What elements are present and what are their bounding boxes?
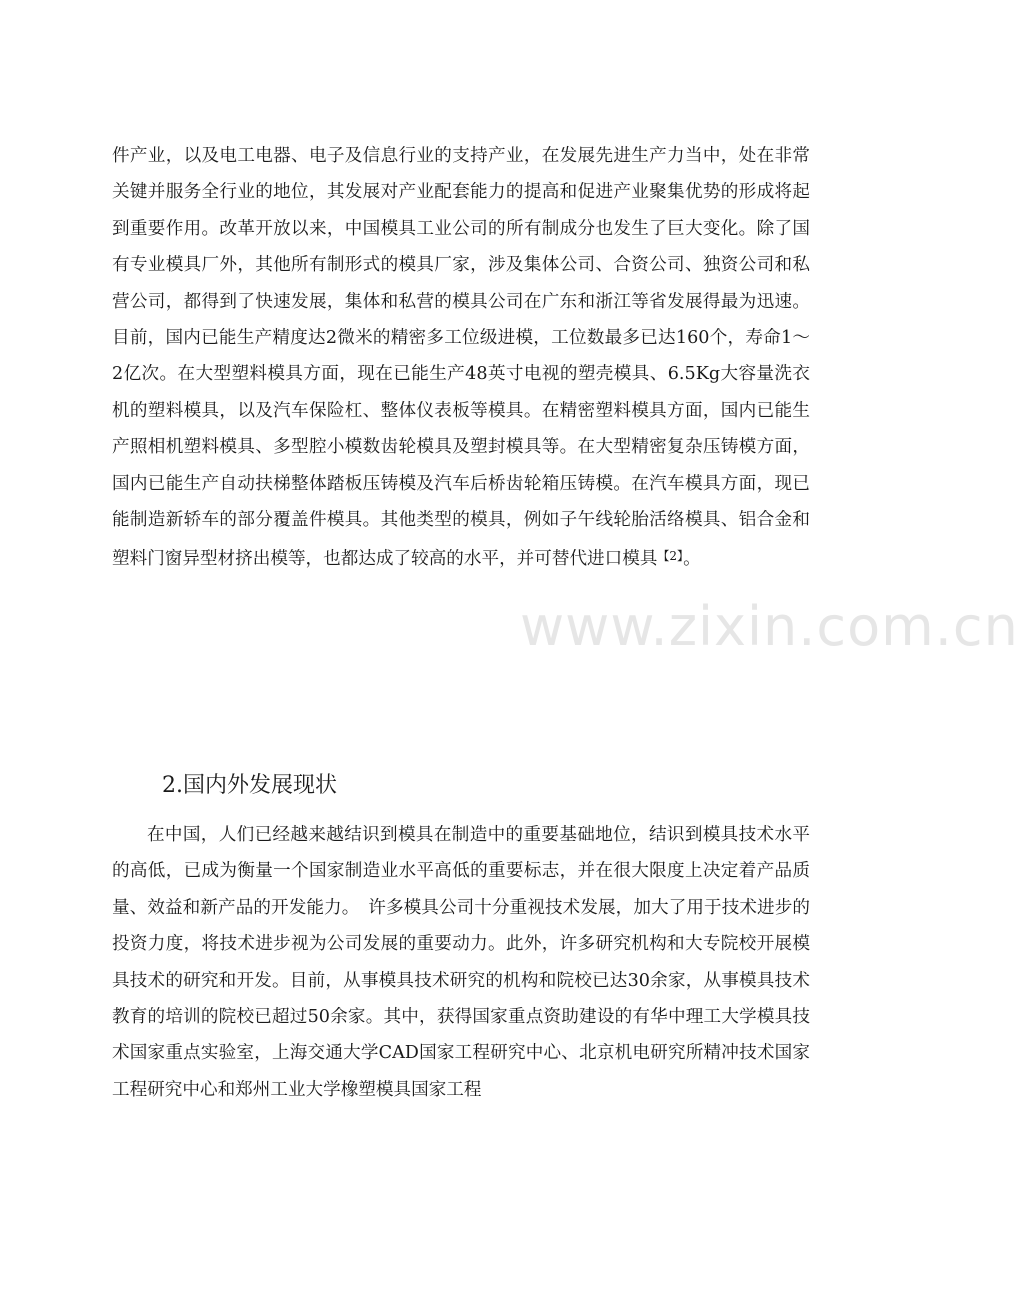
paragraph-text: 在中国，人们已经越来越结识到模具在制造中的重要基础地位，结识到模具技术水平的高低，已成为衡量一个国家制造业水平高低的重要标志，并在很大限度上决定着产品质量、效益和新产品的开发能力。 许多模具公司十分重视技术发展，加大了用于技术进步的投资力度，将技术进步视为公司发展的重要动力。此外，许多研究机构和大专院校开展模具技术的研究和开发。目前，从事模具技术研究的机构和院校已达30余家，从事模具技术教育的培训的院校已超过50余家。其中，获得国家重点资助建设的有华中理工大学模具技术国家重点实验室，上海交通大学CAD国家工程研究中心、北京机电研究所精冲技术国家工程研究中心和郑州工业大学橡塑模具国家工程 [112,825,810,1100]
body-paragraph-1 [112,138,810,578]
section-heading: 2.国内外发展现状 [162,773,337,798]
citation-marker: 【2】 [657,549,684,564]
paragraph-end: 。 [683,549,701,570]
body-paragraph-2 [112,817,810,1108]
watermark: www.zixin.com.cn [520,595,1019,658]
paragraph-text: 件产业，以及电工电器、电子及信息行业的支持产业，在发展先进生产力当中，处在非常关键并服务全行业的地位，其发展对产业配套能力的提高和促进产业聚集优势的形成将起到重要作用。改革开放以来，中国模具工业公司的所有制成分也发生了巨大变化。除了国有专业模具厂外，其他所有制形式的模具厂家，涉及集体公司、合资公司、独资公司和私营公司，都得到了快速发展，集体和私营的模具公司在广东和浙江等省发展得最为迅速。目前，国内已能生产精度达2微米的精密多工位级进模，工位数最多已达160个，寿命1～2亿次。在大型塑料模具方面，现在已能生产48英寸电视的塑壳模具、6.5Kg大容量洗衣机的塑料模具，以及汽车保险杠、整体仪表板等模具。在精密塑料模具方面，国内已能生产照相机塑料模具、多型腔小模数齿轮模具及塑封模具等。在大型精密复杂压铸模方面，国内已能生产自动扶梯整体踏板压铸模及汽车后桥齿轮箱压铸模。在汽车模具方面，现已能制造新轿车的部分覆盖件模具。其他类型的模具，例如子午线轮胎活络模具、铝合金和塑料门窗异型材挤出模等，也都达成了较高的水平，并可替代进口模具 [112,146,810,570]
